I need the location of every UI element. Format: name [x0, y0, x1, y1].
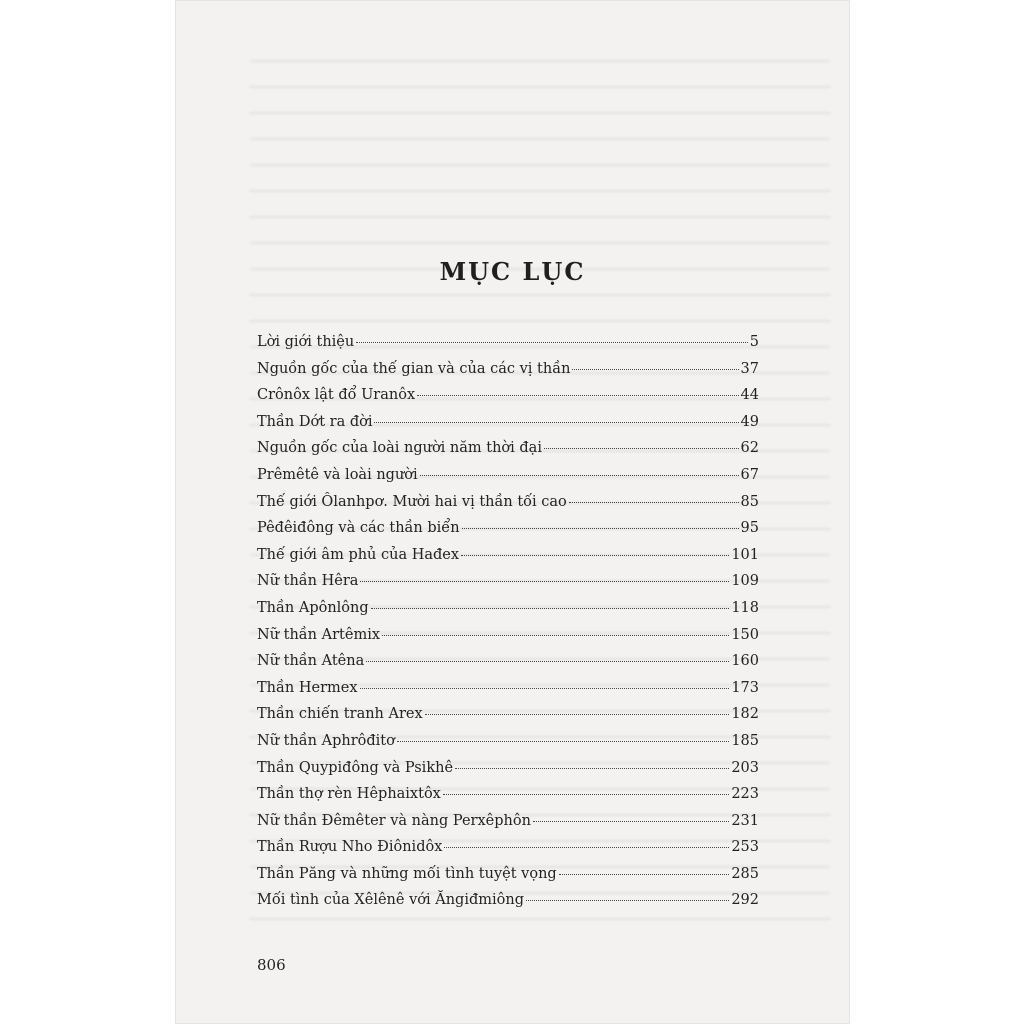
toc-entry-title: Nguồn gốc của thế gian và của các vị thần: [257, 360, 571, 377]
dot-leader: [462, 528, 739, 529]
dot-leader: [526, 900, 729, 901]
toc-entry-page: 85: [740, 493, 759, 510]
toc-entry-page: 109: [731, 573, 759, 590]
dot-leader: [425, 714, 730, 715]
toc-title: MỤC LỤC: [439, 257, 586, 286]
toc-entry-title: Thần Quypiđông và Psikhê: [257, 759, 454, 776]
toc-entry-title: Nữ thần Artêmix: [257, 626, 381, 643]
toc-entry: [257, 334, 759, 361]
toc-entry: [257, 600, 759, 627]
toc-entry-title: Thế giới âm phủ của Hađex: [257, 546, 460, 563]
toc-entry-title: Nữ thần Hêra: [257, 573, 359, 590]
toc-entry-page: 67: [740, 466, 759, 483]
toc-entry: [257, 573, 759, 600]
dot-leader: [356, 342, 748, 343]
toc-entry: [257, 866, 759, 893]
book-page: [175, 0, 850, 1024]
dot-leader: [366, 661, 729, 662]
dot-leader: [371, 608, 730, 609]
toc-entry-page: 101: [731, 546, 759, 563]
toc-entry-title: Pêđêiđông và các thần biển: [257, 520, 460, 537]
toc-entry-page: 37: [740, 360, 759, 377]
toc-entry-title: Thế giới Ôlanhpơ. Mười hai vị thần tối cao: [257, 493, 567, 510]
toc-entry-page: 49: [740, 413, 759, 430]
toc-entry-title: Prêmêtê và loài người: [257, 466, 418, 483]
dot-leader: [397, 741, 729, 742]
page-number: 806: [257, 956, 286, 974]
toc-entry: [257, 733, 759, 760]
toc-entry: [257, 627, 759, 654]
toc-entry-page: 182: [731, 706, 759, 723]
toc-entry: [257, 839, 759, 866]
dot-leader: [559, 874, 730, 875]
toc-entry-title: Thần Dớt ra đời: [257, 413, 373, 430]
toc-entry: [257, 440, 759, 467]
toc-entry-title: Nữ thần Đêmêter và nàng Perxêphôn: [257, 812, 531, 829]
dot-leader: [572, 369, 738, 370]
dot-leader: [443, 794, 729, 795]
toc-entry-page: 62: [740, 440, 759, 457]
toc-entry: [257, 680, 759, 707]
dot-leader: [544, 448, 739, 449]
toc-entry: [257, 387, 759, 414]
toc-entry-page: 285: [731, 865, 759, 882]
toc-entry-page: 44: [740, 387, 759, 404]
toc-entry: [257, 892, 759, 919]
dot-leader: [382, 635, 729, 636]
toc-entry-title: Nguồn gốc của loài người năm thời đại: [257, 440, 542, 457]
toc-entry-title: Thần Păng và những mối tình tuyệt vọng: [257, 865, 557, 882]
toc-entry-page: 223: [731, 786, 759, 803]
toc-entry-page: 95: [740, 520, 759, 537]
toc-entry-page: 185: [731, 732, 759, 749]
toc-entry-title: Nữ thần Atêna: [257, 653, 365, 670]
toc-entry-page: 203: [731, 759, 759, 776]
toc-entry: [257, 653, 759, 680]
dot-leader: [461, 555, 729, 556]
toc-entry-page: 231: [731, 812, 759, 829]
toc-entry-page: 150: [731, 626, 759, 643]
toc-entry: [257, 706, 759, 733]
toc-entry-page: 5: [749, 334, 759, 350]
dot-leader: [444, 847, 729, 848]
toc-entry: [257, 361, 759, 388]
toc-entry: [257, 760, 759, 787]
toc-entry-title: Thần Apônlông: [257, 599, 369, 616]
dot-leader: [374, 422, 738, 423]
dot-leader: [533, 821, 729, 822]
toc-entry-title: Thần Hermex: [257, 679, 358, 696]
toc-entry: [257, 467, 759, 494]
toc-entry: [257, 494, 759, 521]
toc-entry-title: Thần thợ rèn Hêphaixtôx: [257, 786, 441, 803]
dot-leader: [569, 502, 739, 503]
toc-entry: [257, 414, 759, 441]
dot-leader: [417, 395, 738, 396]
toc-entry-title: Thần Rượu Nho Điônidôx: [257, 839, 443, 856]
dot-leader: [455, 768, 729, 769]
toc-entry-title: Mối tình của Xêlênê với Ăngiđmiông: [257, 892, 524, 909]
toc-entry-page: 292: [731, 892, 759, 909]
toc-entry-page: 118: [731, 599, 759, 616]
toc-list: [257, 334, 759, 919]
toc-entry: [257, 786, 759, 813]
dot-leader: [360, 688, 730, 689]
toc-entry: [257, 520, 759, 547]
dot-leader: [420, 475, 739, 476]
toc-entry-title: Thần chiến tranh Arex: [257, 706, 423, 723]
toc-entry-title: Nữ thần Aphrôđitơ: [257, 732, 395, 749]
toc-entry-title: Crônôx lật đổ Uranôx: [257, 387, 416, 404]
toc-entry-page: 160: [731, 653, 759, 670]
toc-entry-page: 173: [731, 679, 759, 696]
toc-entry: [257, 547, 759, 574]
toc-entry-title: Lời giới thiệu: [257, 334, 355, 350]
dot-leader: [360, 581, 729, 582]
toc-entry: [257, 813, 759, 840]
toc-entry-page: 253: [731, 839, 759, 856]
